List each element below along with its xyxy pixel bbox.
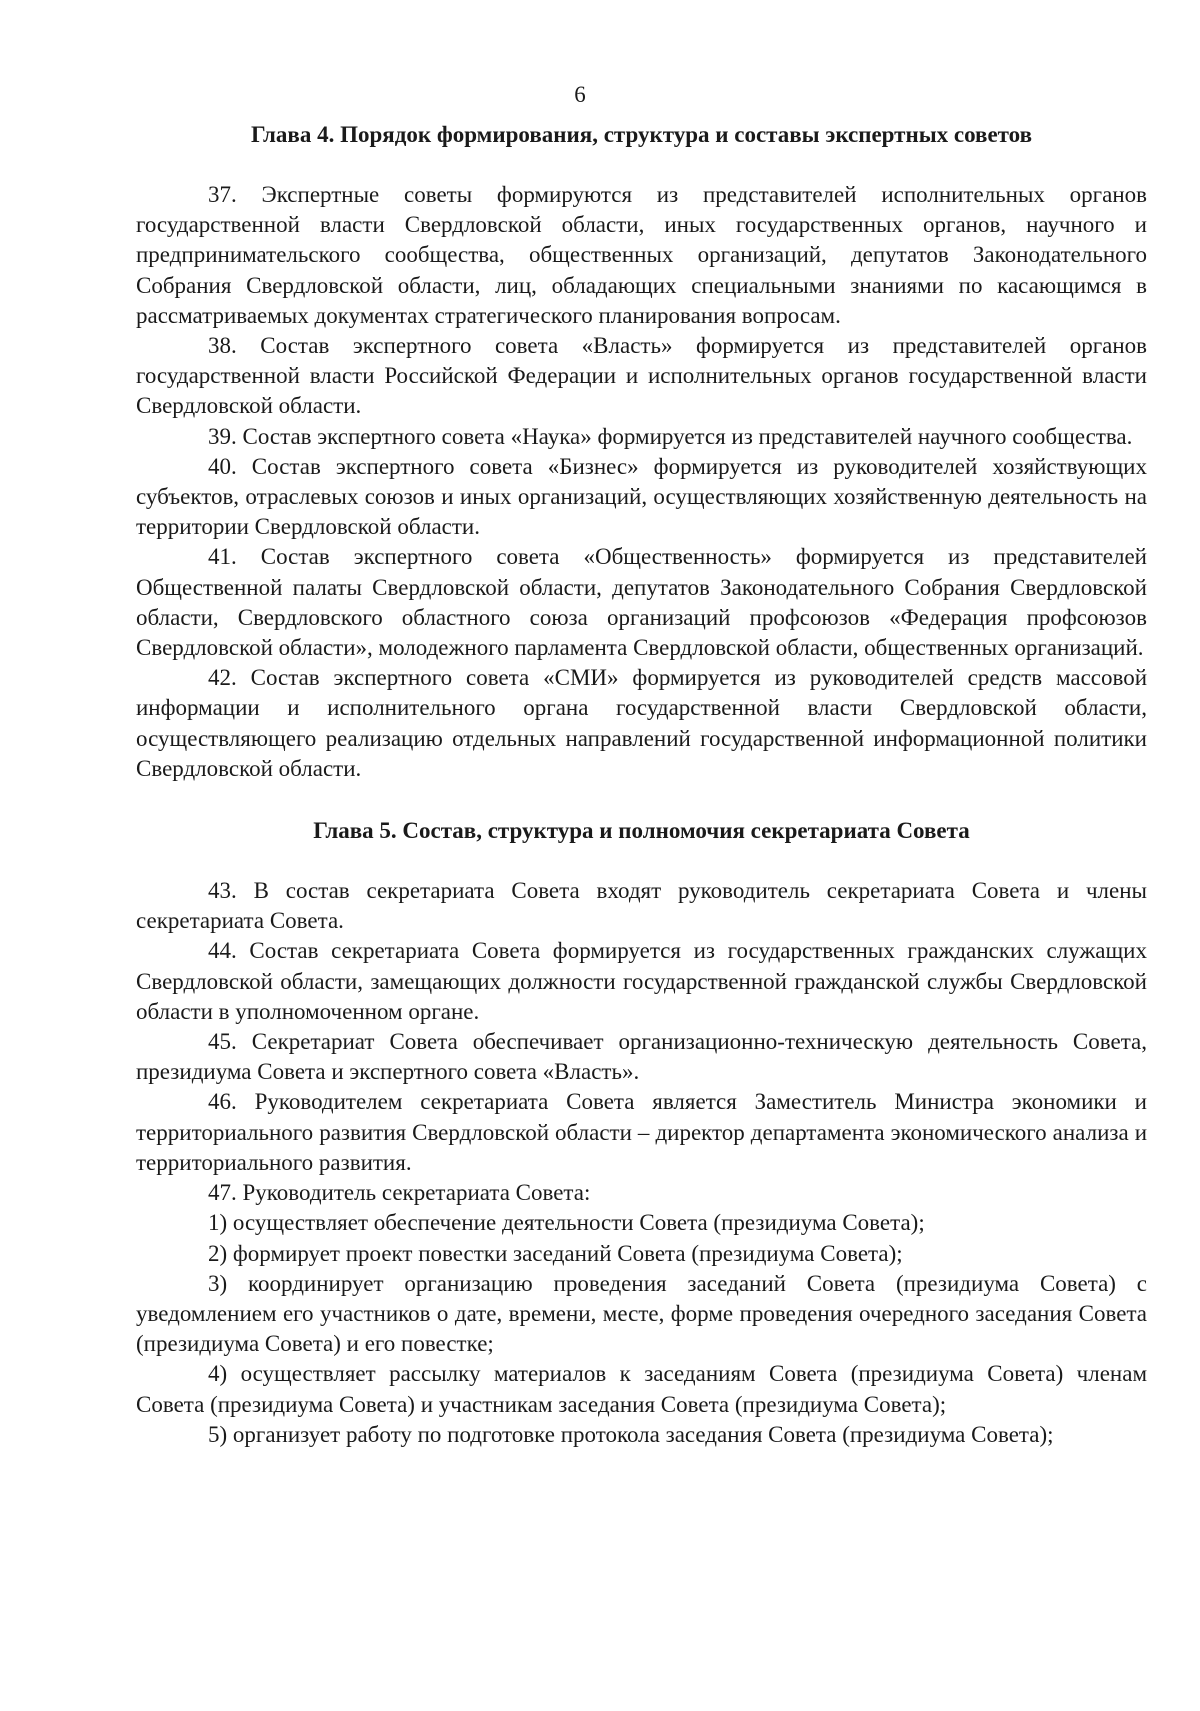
- paragraph-38: 38. Состав экспертного совета «Власть» формируется из представителей органов государственной власти Российской Федерации и исполнительных органов государственной власти Свердловской области.: [136, 333, 1147, 419]
- chapter-5-heading: Глава 5. Состав, структура и полномочия секретариата Совета: [313, 818, 970, 844]
- list-item-47-1: 1) осуществляет обеспечение деятельности Совета (президиума Совета);: [208, 1210, 925, 1236]
- page-number: 6: [574, 82, 586, 107]
- paragraph-37: 37. Экспертные советы формируются из представителей исполнительных органов государственной власти Свердловской области, иных государственных органов, научного и предпринимательского сообщества, общественных организаций, депутатов Законодательного Собрания Свердловской области, лиц, обладающих специальными знаниями по касающимся в рассматриваемых документах стратегического планирования вопросам.: [136, 182, 1147, 328]
- paragraph-47: 47. Руководитель секретариата Совета:: [208, 1180, 591, 1206]
- list-item-47-3: 3) координирует организацию проведения заседаний Совета (президиума Совета) с уведомлением его участников о дате, времени, месте, форме проведения очередного заседания Совета (президиума Совета) и его повестке;: [136, 1270, 1147, 1357]
- paragraph-40: 40. Состав экспертного совета «Бизнес» формируется из руководителей хозяйствующих субъектов, отраслевых союзов и иных организаций, осуществляющих хозяйственную деятельность на территории Свердловской области.: [136, 453, 1147, 540]
- paragraph-43: 43. В состав секретариата Совета входят руководитель секретариата Совета и члены секретариата Совета.: [136, 878, 1147, 934]
- document-body: [136, 120, 1147, 1450]
- list-item-47-2: 2) формирует проект повестки заседаний Совета (президиума Совета);: [208, 1240, 903, 1266]
- paragraph-44: 44. Состав секретариата Совета формируется из государственных гражданских служащих Свердловской области, замещающих должности государственной гражданской службы Свердловской области в уполномоченном органе.: [136, 938, 1147, 1024]
- list-item-47-5: 5) организует работу по подготовке протокола заседания Совета (президиума Совета);: [208, 1421, 1054, 1447]
- list-item-47-4: 4) осуществляет рассылку материалов к заседаниям Совета (президиума Совета) членам Совета (президиума Совета) и участникам заседания Совета (президиума Совета);: [136, 1361, 1147, 1417]
- paragraph-42: 42. Состав экспертного совета «СМИ» формируется из руководителей средств массовой информации и исполнительного органа государственной власти Свердловской области, осуществляющего реализацию отдельных направлений государственной информационной политики Свердловской области.: [136, 665, 1147, 781]
- chapter-5-section: [136, 876, 1147, 1450]
- chapter-4-heading: Глава 4. Порядок формирования, структура и составы экспертных советов: [250, 122, 1033, 147]
- paragraph-45: 45. Секретариат Совета обеспечивает организационно-техническую деятельность Совета, президиума Совета и экспертного совета «Власть».: [136, 1029, 1147, 1085]
- chapter-4-section: [136, 180, 1147, 784]
- paragraph-41: 41. Состав экспертного совета «Общественность» формируется из представителей Общественной палаты Свердловской области, депутатов Законодательного Собрания Свердловской области, Свердловского областного союза организаций профсоюзов «Федерация профсоюзов Свердловской области», молодежного парламента Свердловской области, общественных организаций.: [136, 544, 1147, 661]
- paragraph-46: 46. Руководителем секретариата Совета является Заместитель Министра экономики и территориального развития Свердловской области – директор департамента экономического анализа и территориального развития.: [136, 1089, 1147, 1175]
- paragraph-39: 39. Состав экспертного совета «Наука» формируется из представителей научного сообщества.: [208, 423, 1133, 449]
